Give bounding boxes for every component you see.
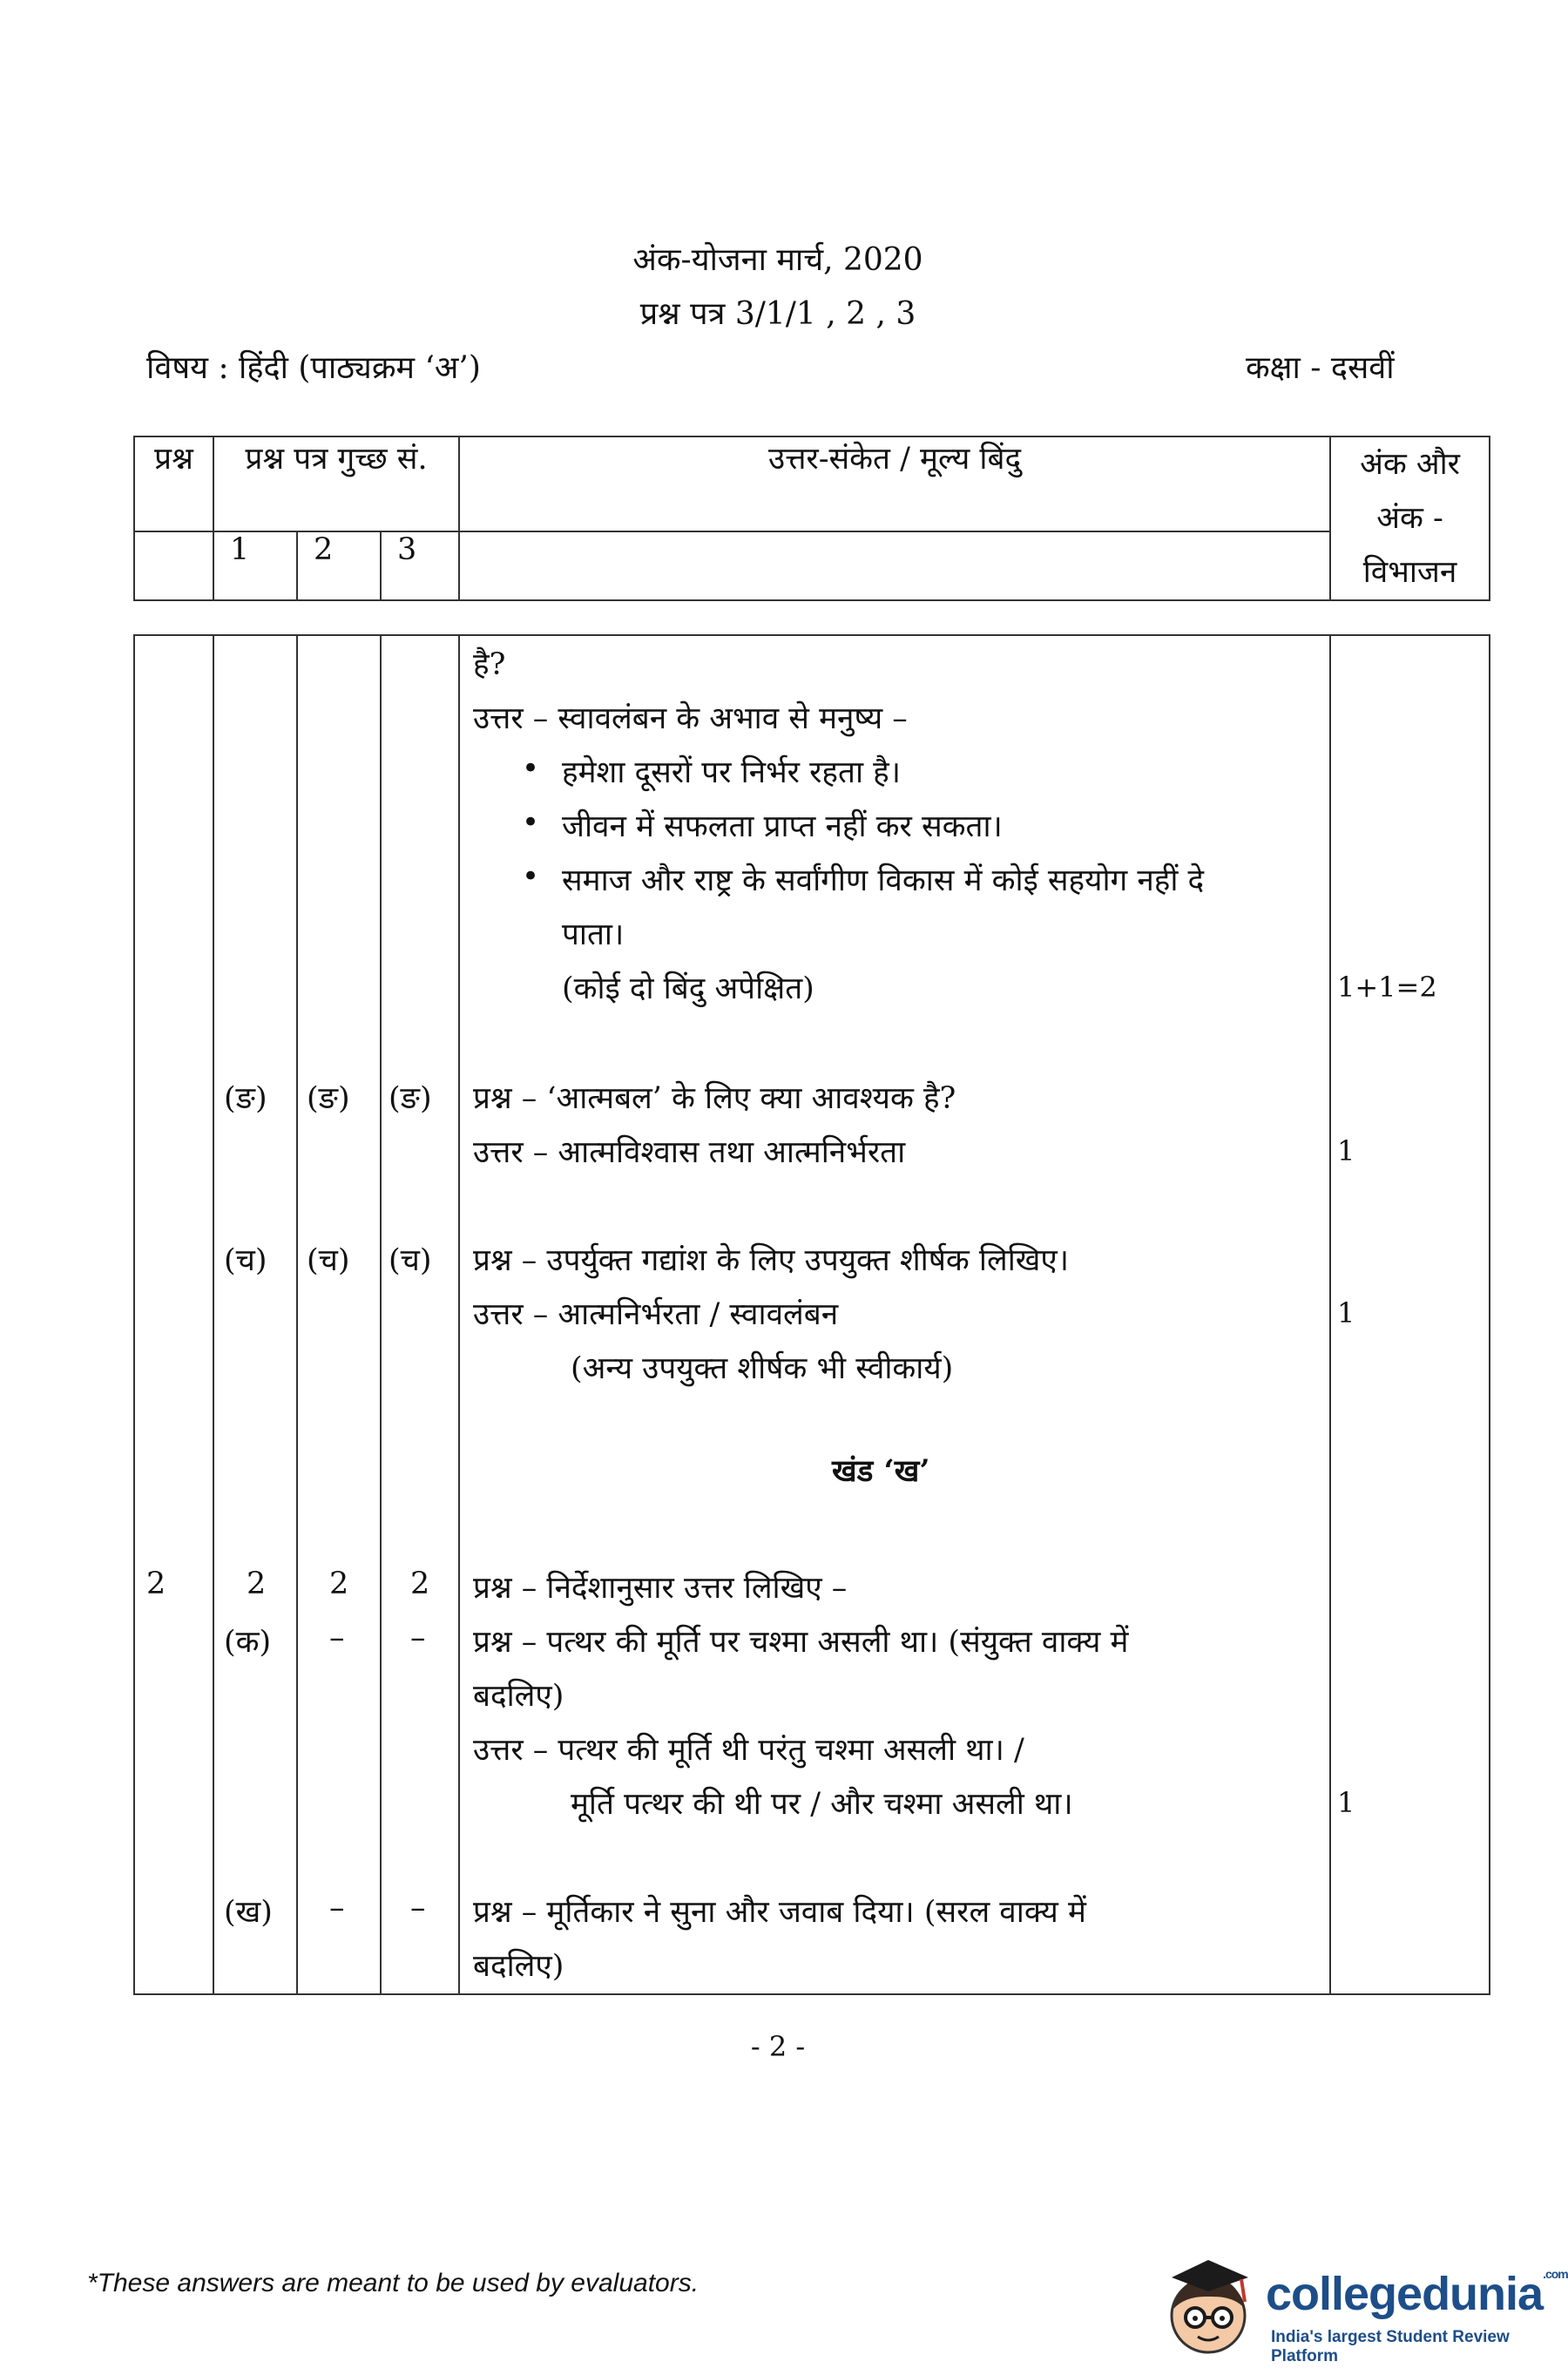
page-number: - 2 - (750, 2030, 806, 2063)
set3-dash: – (410, 1621, 426, 1655)
marks-header-line-1: अंक और (1360, 447, 1460, 482)
paper-code: प्रश्न पत्र 3/1/1 , 2 , 3 (639, 296, 916, 332)
marks-value: 1 (1337, 1296, 1355, 1330)
answer-text: उत्तर – पत्थर की मूर्ति थी परंतु चश्मा असली था। / (473, 1733, 1024, 1768)
mascot-icon (1154, 2248, 1267, 2361)
set2-number: 2 (329, 1566, 349, 1601)
bullet-continuation: पाता। (562, 917, 625, 952)
set-2: 2 (297, 531, 381, 600)
marks-header-line-3: विभाजन (1362, 555, 1457, 590)
subject-label: विषय : हिंदी (पाठ्यक्रम ‘अ’) (146, 350, 481, 386)
question-text: बदलिए) (473, 1679, 564, 1714)
question-text: बदलिए) (473, 1949, 564, 1984)
set1-col (213, 635, 297, 1994)
marks-value: 1 (1337, 1134, 1355, 1167)
answer-text: उत्तर – आत्मविश्वास तथा आत्मनिर्भरता (473, 1135, 906, 1170)
bullet-item: • समाज और राष्ट्र के सर्वांगीण विकास में कोई सहयोग नहीं दे (562, 859, 1204, 900)
brand-name (1266, 2267, 1568, 2321)
empty-cell (459, 531, 1330, 600)
answer-text: उत्तर – आत्मनिर्भरता / स्वावलंबन (473, 1297, 839, 1332)
col-marks-header (1330, 436, 1490, 600)
set3-label: (च) (389, 1243, 432, 1278)
set3-col (381, 635, 459, 1994)
set2-dash: – (329, 1621, 345, 1655)
set1-label: (ख) (224, 1895, 273, 1930)
col-set-header: प्रश्न पत्र गुच्छ सं. (213, 436, 459, 531)
answer-line: उत्तर – स्वावलंबन के अभाव से मनुष्य – (473, 701, 908, 736)
question-text: प्रश्न – मूर्तिकार ने सुना और जवाब दिया। (सरल वाक्य में (473, 1895, 1086, 1930)
question-text: प्रश्न – उपर्युक्त गद्यांश के लिए उपयुक्त शीर्षक लिखिए। (473, 1243, 1070, 1278)
set1-number: 2 (247, 1566, 267, 1601)
answer-text: मूर्ति पत्थर की थी पर / और चश्मा असली था। (571, 1787, 1073, 1822)
question-number: 2 (146, 1566, 166, 1601)
set2-label: (ङ) (307, 1081, 350, 1116)
brand-tagline: India's largest Student Review Platform (1271, 2328, 1510, 2365)
set2-label: (च) (307, 1243, 350, 1278)
brand-suffix: .com (1543, 2267, 1568, 2281)
set2-col (297, 635, 381, 1994)
set-3: 3 (381, 531, 459, 600)
note-text: (अन्य उपयुक्त शीर्षक भी स्वीकार्य) (571, 1351, 954, 1386)
set-1: 1 (213, 531, 297, 600)
question-text: प्रश्न – पत्थर की मूर्ति पर चश्मा असली था। (संयुक्त वाक्य में (473, 1625, 1129, 1660)
evaluator-note: *These answers are meant to be used by evaluators. (87, 2269, 700, 2297)
marks-value: 1+1=2 (1337, 971, 1437, 1004)
answer-line: है? (473, 647, 506, 682)
question-col (134, 635, 213, 1994)
set1-label: (क) (224, 1625, 272, 1660)
set3-number: 2 (410, 1566, 430, 1601)
bullet-item: • जीवन में सफलता प्राप्त नहीं कर सकता। (562, 805, 1003, 846)
question-text: प्रश्न – निर्देशानुसार उत्तर लिखिए – (473, 1571, 848, 1606)
collegedunia-logo (1154, 2248, 1568, 2365)
section-heading: खंड ‘ख’ (832, 1453, 930, 1489)
set1-label: (ङ) (224, 1081, 267, 1116)
note-text: (कोई दो बिंदु अपेक्षित) (562, 971, 814, 1006)
brand-text: collegedunia (1266, 2268, 1544, 2320)
header-table (133, 436, 1490, 601)
col-question-header: प्रश्न (134, 436, 213, 531)
col-answer-header: उत्तर-संकेत / मूल्य बिंदु (459, 436, 1330, 531)
question-text: प्रश्न – ‘आत्मबल’ के लिए क्या आवश्यक है? (473, 1081, 956, 1116)
set2-dash: – (329, 1891, 345, 1925)
set3-label: (ङ) (389, 1081, 432, 1116)
set1-label: (च) (224, 1243, 267, 1278)
marks-header-line-2: अंक - (1376, 501, 1443, 536)
marks-value: 1 (1337, 1786, 1355, 1819)
empty-cell (134, 531, 213, 600)
bullet-item: • हमेशा दूसरों पर निर्भर रहता है। (562, 751, 901, 792)
scheme-title: अंक-योजना मार्च, 2020 (632, 242, 923, 278)
class-label: कक्षा - दसवीं (1246, 350, 1395, 386)
set3-dash: – (410, 1891, 426, 1925)
